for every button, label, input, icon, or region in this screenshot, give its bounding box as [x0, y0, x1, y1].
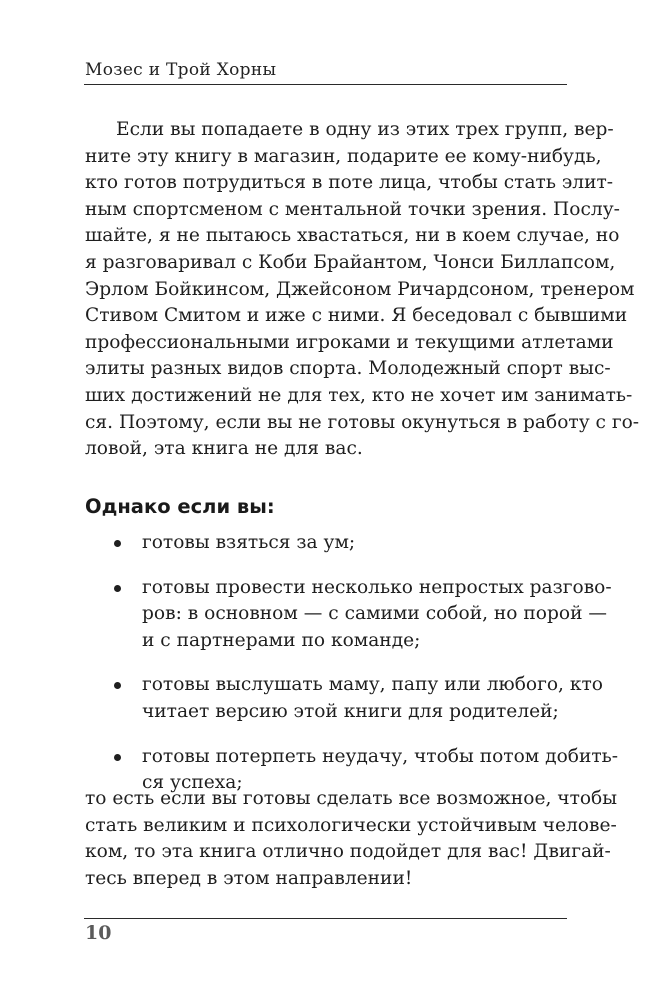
bullet-line: ров: в основном — с самими собой, но порой — [142, 603, 607, 625]
bullet-line: и с партнерами по команде; [142, 629, 421, 651]
bullet-line: ся успеха; [142, 772, 243, 794]
paragraph-line: Если вы попадаете в одну из этих трех групп, вер- [116, 119, 614, 140]
paragraph-line: Стивом Смитом и иже с ними. Я беседовал с бывшими [85, 305, 628, 327]
bullet-line: читает версию этой книги для родителей; [142, 700, 559, 722]
paragraph-line: кто готов потрудиться в поте лица, чтобы стать элит- [85, 172, 614, 194]
paragraph-line: элиты разных видов спорта. Молодежный спорт выс- [85, 358, 611, 380]
running-header-title: Мозес и Трой Хорны [85, 60, 277, 80]
paragraph-line: профессиональными игроками и текущими атлетами [85, 331, 614, 353]
paragraph-line: тесь вперед в этом направлении! [85, 867, 413, 889]
bullet-item [85, 672, 603, 725]
paragraph-line: стать великим и психологически устойчивым челове- [85, 814, 617, 836]
paragraph-1 [85, 117, 640, 463]
paragraph-line: я разговаривал с Коби Брайантом, Чонси Биллапсом, [85, 251, 616, 273]
paragraph-line: ся. Поэтому, если вы не готовы окунуться в работу с го- [85, 411, 640, 433]
header-rule [84, 84, 567, 85]
paragraph-line: шайте, я не пытаюсь хвастаться, ни в коем случае, но [85, 225, 620, 247]
paragraph-line: ните эту книгу в магазин, подарите ее кому-нибудь, [85, 145, 602, 167]
paragraph-line: Эрлом Бойкинсом, Джейсоном Ричардсоном, тренером [85, 278, 635, 300]
bullet-line: готовы взяться за ум; [142, 532, 356, 553]
bullet-dot-icon [114, 585, 121, 592]
bullet-item [85, 530, 567, 557]
bullet-dot-icon [114, 682, 121, 689]
paragraph-line: ным спортсменом с ментальной точки зрения. Послу- [85, 198, 620, 220]
bullet-dot-icon [114, 754, 121, 761]
paragraph-line: ком, то эта книга отлично подойдет для вас! Двигай- [85, 841, 611, 863]
paragraph-line: ловой, эта книга не для вас. [85, 438, 363, 460]
paragraph-2 [85, 786, 618, 892]
bullet-line: готовы выслушать маму, папу или любого, кто [142, 674, 603, 696]
bullet-dot-icon [114, 540, 121, 547]
bullet-line: готовы потерпеть неудачу, чтобы потом добить- [142, 745, 619, 767]
paragraph-line: ших достижений не для тех, кто не хочет им занимать- [85, 384, 633, 406]
bullet-list [85, 530, 619, 815]
paragraph-line: то есть если вы готовы сделать все возможное, чтобы [85, 788, 618, 809]
footer-rule [84, 918, 567, 919]
section-subheading: Однако если вы: [85, 495, 275, 518]
bullet-line: готовы провести несколько непростых разгово- [142, 576, 612, 598]
bullet-item [85, 575, 612, 655]
page-number: 10 [85, 922, 112, 944]
